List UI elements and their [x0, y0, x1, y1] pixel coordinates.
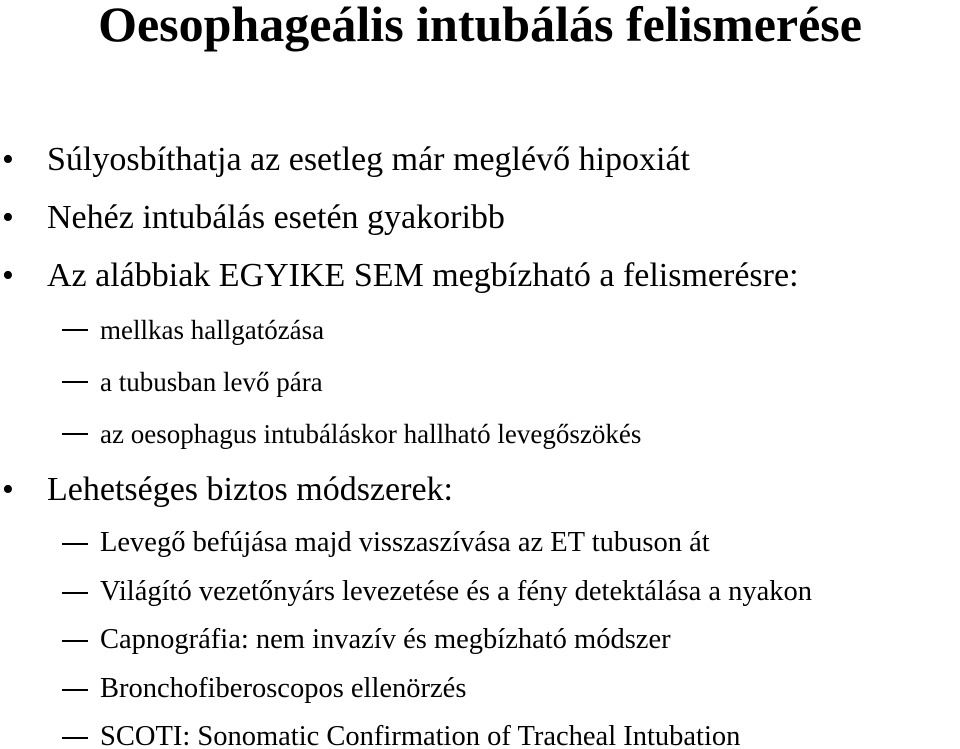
sub-bullet-text: mellkas hallgatózása — [100, 315, 325, 345]
dash-marker — [62, 543, 88, 545]
sub-bullet-text: a tubusban levő pára — [100, 367, 323, 397]
sub-bullet-text: Levegő befújása majd visszaszívása az ET tubuson át — [100, 527, 710, 558]
bullet-marker: • — [2, 199, 14, 236]
sub-bullet-text: SCOTI: Sonomatic Confirmation of Tracheal Intubation — [100, 721, 741, 749]
dash-marker — [62, 737, 88, 739]
bullet-text: Az alábbiak EGYIKE SEM megbízható a felismerésre: — [47, 257, 799, 294]
dash-marker — [62, 329, 88, 331]
sub-bullet-text: az oesophagus intubáláskor hallható levegőszökés — [100, 419, 642, 449]
sub-bullet-text: Világító vezetőnyárs levezetése és a fény detektálása a nyakon — [100, 576, 813, 607]
bullet-text: Lehetséges biztos módszerek: — [47, 471, 453, 508]
slide-title: Oesophageális intubálás felismerése — [98, 0, 862, 52]
dash-marker — [62, 381, 88, 383]
bullet-text: Nehéz intubálás esetén gyakoribb — [47, 199, 505, 236]
dash-marker — [62, 640, 88, 642]
sub-bullet-text: Bronchofiberoscopos ellenörzés — [100, 673, 467, 704]
sub-bullet-text: Capnográfia: nem invazív és megbízható módszer — [100, 624, 671, 655]
bullet-marker: • — [2, 471, 14, 508]
dash-marker — [62, 689, 88, 691]
bullet-marker: • — [2, 257, 14, 294]
bullet-text: Súlyosbíthatja az esetleg már meglévő hipoxiát — [47, 141, 690, 178]
dash-marker — [62, 433, 88, 435]
dash-marker — [62, 592, 88, 594]
bullet-marker: • — [2, 141, 14, 178]
